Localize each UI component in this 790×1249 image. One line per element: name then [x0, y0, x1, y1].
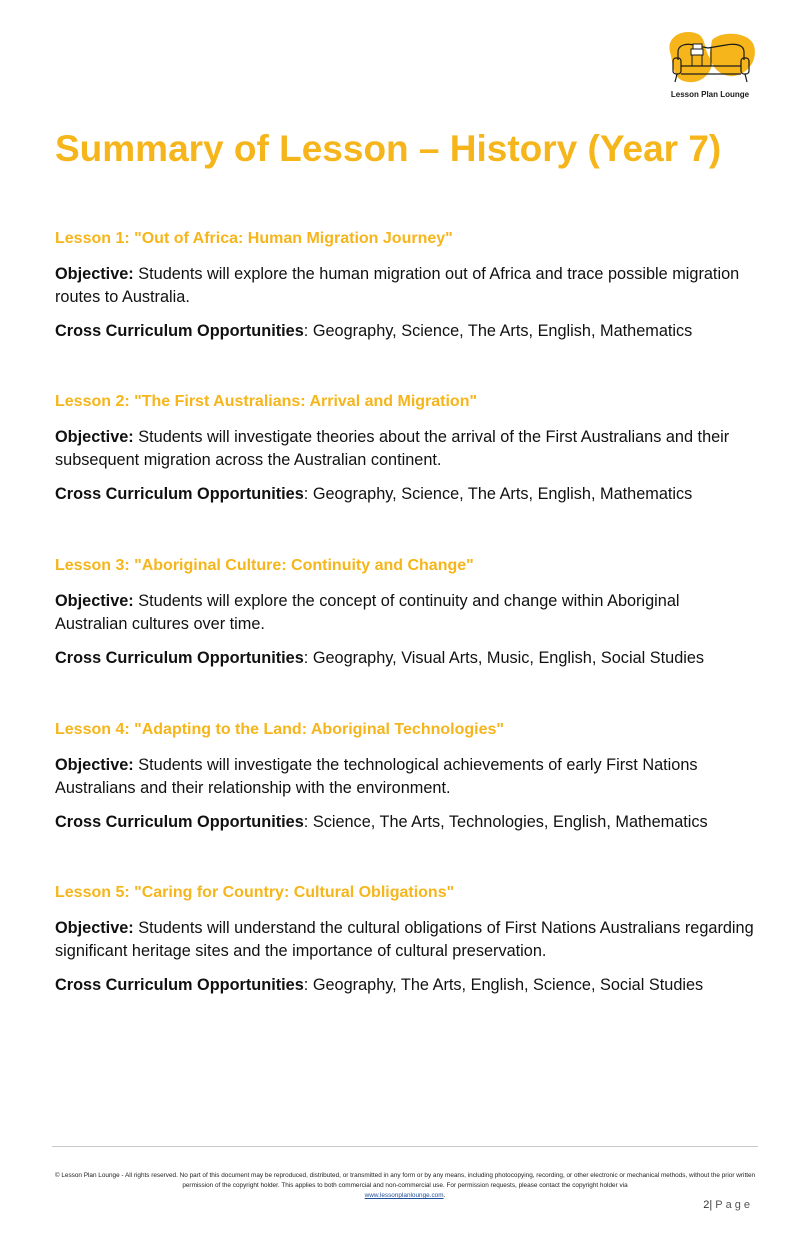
sofa-icon	[664, 30, 756, 88]
cross-curriculum-text: : Geography, Science, The Arts, English, Mathematics	[303, 485, 693, 503]
lesson-2	[55, 392, 755, 506]
page-number-value: 2	[703, 1199, 710, 1211]
cross-curriculum-label: Cross Curriculum Opportunities	[55, 322, 304, 340]
cross-curriculum-text: : Geography, Science, The Arts, English, Mathematics	[303, 322, 693, 340]
cross-curriculum-label: Cross Curriculum Opportunities	[55, 813, 304, 831]
lesson-objective	[55, 263, 755, 309]
cross-curriculum-label: Cross Curriculum Opportunities	[55, 976, 304, 994]
logo-text: Lesson Plan Lounge	[670, 90, 750, 99]
lesson-heading: Lesson 4: "Adapting to the Land: Aboriginal Technologies"	[55, 721, 504, 738]
objective-label: Objective:	[55, 756, 134, 774]
lesson-objective	[55, 917, 755, 963]
page-word: Page	[715, 1199, 753, 1211]
lesson-5	[55, 883, 755, 997]
page-title: Summary of Lesson – History (Year 7)	[55, 128, 722, 169]
objective-text: Students will investigate theories about the arrival of the First Australians and their subsequent migration across the Australian continent.	[55, 428, 730, 469]
objective-label: Objective:	[55, 265, 134, 283]
objective-text: Students will explore the human migration out of Africa and trace possible migration routes to Australia.	[55, 265, 740, 306]
lesson-4	[55, 720, 755, 834]
lesson-cross-curriculum	[55, 974, 755, 997]
page-number-separator: |	[709, 1199, 713, 1211]
objective-text: Students will investigate the technological achievements of early First Nations Australians and their relationship with the environment.	[55, 756, 698, 797]
objective-label: Objective:	[55, 592, 134, 610]
cross-curriculum-text: : Geography, The Arts, English, Science, Social Studies	[303, 976, 704, 994]
lesson-heading: Lesson 3: "Aboriginal Culture: Continuity and Change"	[55, 557, 474, 574]
lesson-heading: Lesson 5: "Caring for Country: Cultural Obligations"	[55, 884, 455, 901]
objective-label: Objective:	[55, 428, 134, 446]
objective-text: Students will understand the cultural obligations of First Nations Australians regarding significant heritage sites and the importance of cultural preservation.	[55, 919, 754, 960]
objective-text: Students will explore the concept of continuity and change within Aboriginal Australian cultures over time.	[55, 592, 680, 633]
lesson-heading: Lesson 2: "The First Australians: Arrival and Migration"	[55, 393, 478, 410]
lesson-objective	[55, 426, 755, 472]
objective-label: Objective:	[55, 919, 134, 937]
copyright-text: © Lesson Plan Lounge - All rights reserved. No part of this document may be reproduced, distributed, or transmitted in any form or by any means, including photocopying, recording, or other electronic or mechanical methods, without the prior written permission of the copyright holder. This applies to both commercial and non-commercial use. For permission requests, please contact the copyright holder via	[54, 1172, 756, 1189]
cross-curriculum-text: : Science, The Arts, Technologies, English, Mathematics	[303, 813, 708, 831]
link-suffix: .	[443, 1192, 446, 1199]
cross-curriculum-text: : Geography, Visual Arts, Music, English, Social Studies	[303, 649, 705, 667]
page-number	[703, 1199, 753, 1211]
lesson-cross-curriculum	[55, 811, 755, 834]
cross-curriculum-label: Cross Curriculum Opportunities	[55, 485, 304, 503]
brand-logo	[664, 30, 756, 104]
footer-divider	[52, 1146, 758, 1147]
lesson-heading: Lesson 1: "Out of Africa: Human Migration Journey"	[55, 230, 453, 247]
website-link[interactable]: www.lessonplanlounge.com	[364, 1192, 444, 1199]
footer-copyright	[52, 1171, 758, 1201]
lesson-cross-curriculum	[55, 483, 755, 506]
lesson-objective	[55, 590, 755, 636]
cross-curriculum-label: Cross Curriculum Opportunities	[55, 649, 304, 667]
lesson-objective	[55, 754, 755, 800]
lesson-1	[55, 229, 755, 343]
lesson-cross-curriculum	[55, 647, 755, 670]
lesson-cross-curriculum	[55, 320, 755, 343]
lesson-3	[55, 556, 755, 670]
